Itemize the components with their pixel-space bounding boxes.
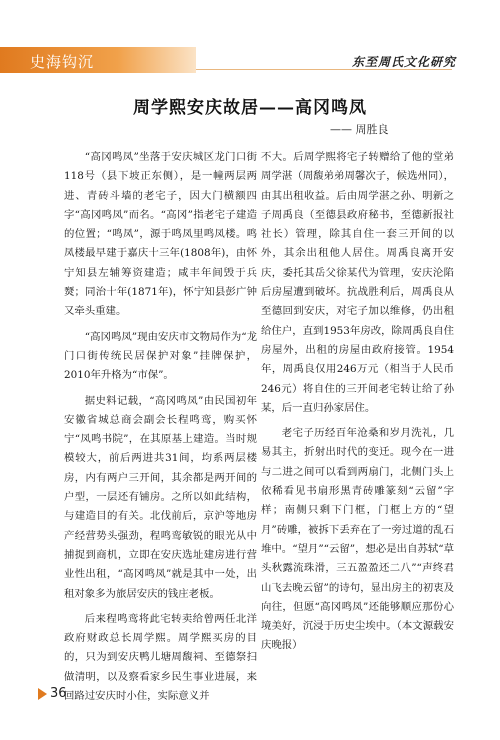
paragraph: 不大。后周学熙将宅子转赠给了他的堂弟周学湛（周馥弟弟周馨次子，候选州同），由其出租收益。后由周学湛之孙、明新之子周禹良（至德县政府秘书，至德新报社社长）管理，除其自住一套三开间的以外，其余出租他人居住。周禹良离开安庆，委托其岳父徐某代为管理，安庆沦陷后房屋遭到破坏。抗战胜利后，周禹良从至德回到安庆，对宅子加以维修，仍出租给住户，直到1953年房改，除周禹良自住房屋外，出租的房屋由政府接管。1954年，周禹良仅用246万元（相当于人民币246元）将自住的三开间老宅转让给了孙某，后一直归孙家居住。	[261, 151, 454, 414]
page-header	[0, 47, 500, 73]
paragraph: 后来程鸣鸾将此宅转卖给曾两任北洋政府财政总长周学熙。周学熙买房的目的，只为到安庆鸭儿塘周馥祠、至德祭扫做清明，以及察看家乡民生事业进展，来回路过安庆时小住，实际意义并	[64, 612, 257, 703]
page-number: 36	[50, 686, 67, 701]
page-arrow-icon	[38, 688, 47, 700]
paragraph: 老宅子历经百年沧桑和岁月洗礼，几易其主，折射出时代的变迁。现今在一进与二进之间可以看到两扇门，北侧门头上依稀看见书扇形黑青砖雕篆刻“云留”字样；南侧只剩下门框，门框上方的“望月”砖雕，被拆下丢弃在了一旁过道的乱石堆中。“望月”“云留”，想必是出自苏轼“草头秋露流珠滑，三五盈盈还二八”“声终君山飞去晚云留”的诗句，显出房主的初衷及向往，但愿“高冈鸣凤”还能够顺应那份心境美好，沉浸于历史尘埃中。（本文源载安庆晚报）	[261, 427, 454, 652]
column-name: 东至周氏文化研究	[351, 55, 456, 69]
paragraph: “高冈鸣凤”现由安庆市文物局作为“龙门口街传统民居保护对象”挂牌保护，2010年升格为“市保”。	[64, 330, 257, 382]
section-name: 史海钩沉	[30, 53, 95, 71]
paragraph: “高冈鸣凤”坐落于安庆城区龙门口街118号（县下坡正东侧），是一幢两层两进、青砖斗墙的老宅子，因大门横额四字“高冈鸣凤”而名。“高冈”指老宅子建造的位置；“鸣凤”，源于鸣凤里鸣凤楼。鸣凤楼最早建于嘉庆十三年(1808年)，由怀宁知县左辅筹资建造；咸丰年间毁于兵燹；同治十年(1871年)，怀宁知县彭广钟又牵头重建。	[64, 151, 257, 318]
right-column	[261, 148, 454, 662]
article-byline: —— 周胜良	[330, 123, 389, 136]
left-column	[64, 148, 257, 712]
article-title: 周学熙安庆故居——高冈鸣凤	[133, 98, 367, 118]
paragraph: 据史料记载，“高冈鸣凤”由民国初年安徽省城总商会副会长程鸣鸾，购买怀宁“凤鸣书院”，在其原基上建造。当时规模较大，前后两进共31间，均系两层楼房，内有两户三开间，其余都是两开间的户型，一层还有铺房。之所以如此结构，与建造目的有关。北伐前后，京沪等地房产经营势头强劲，程鸣鸾敏锐的眼光从中捕捉到商机，立即在安庆选址建房进行营业性出租，“高冈鸣凤”就是其中一处，出租对象多为旅居安庆的钱庄老板。	[64, 394, 257, 600]
section-tab	[0, 47, 196, 73]
